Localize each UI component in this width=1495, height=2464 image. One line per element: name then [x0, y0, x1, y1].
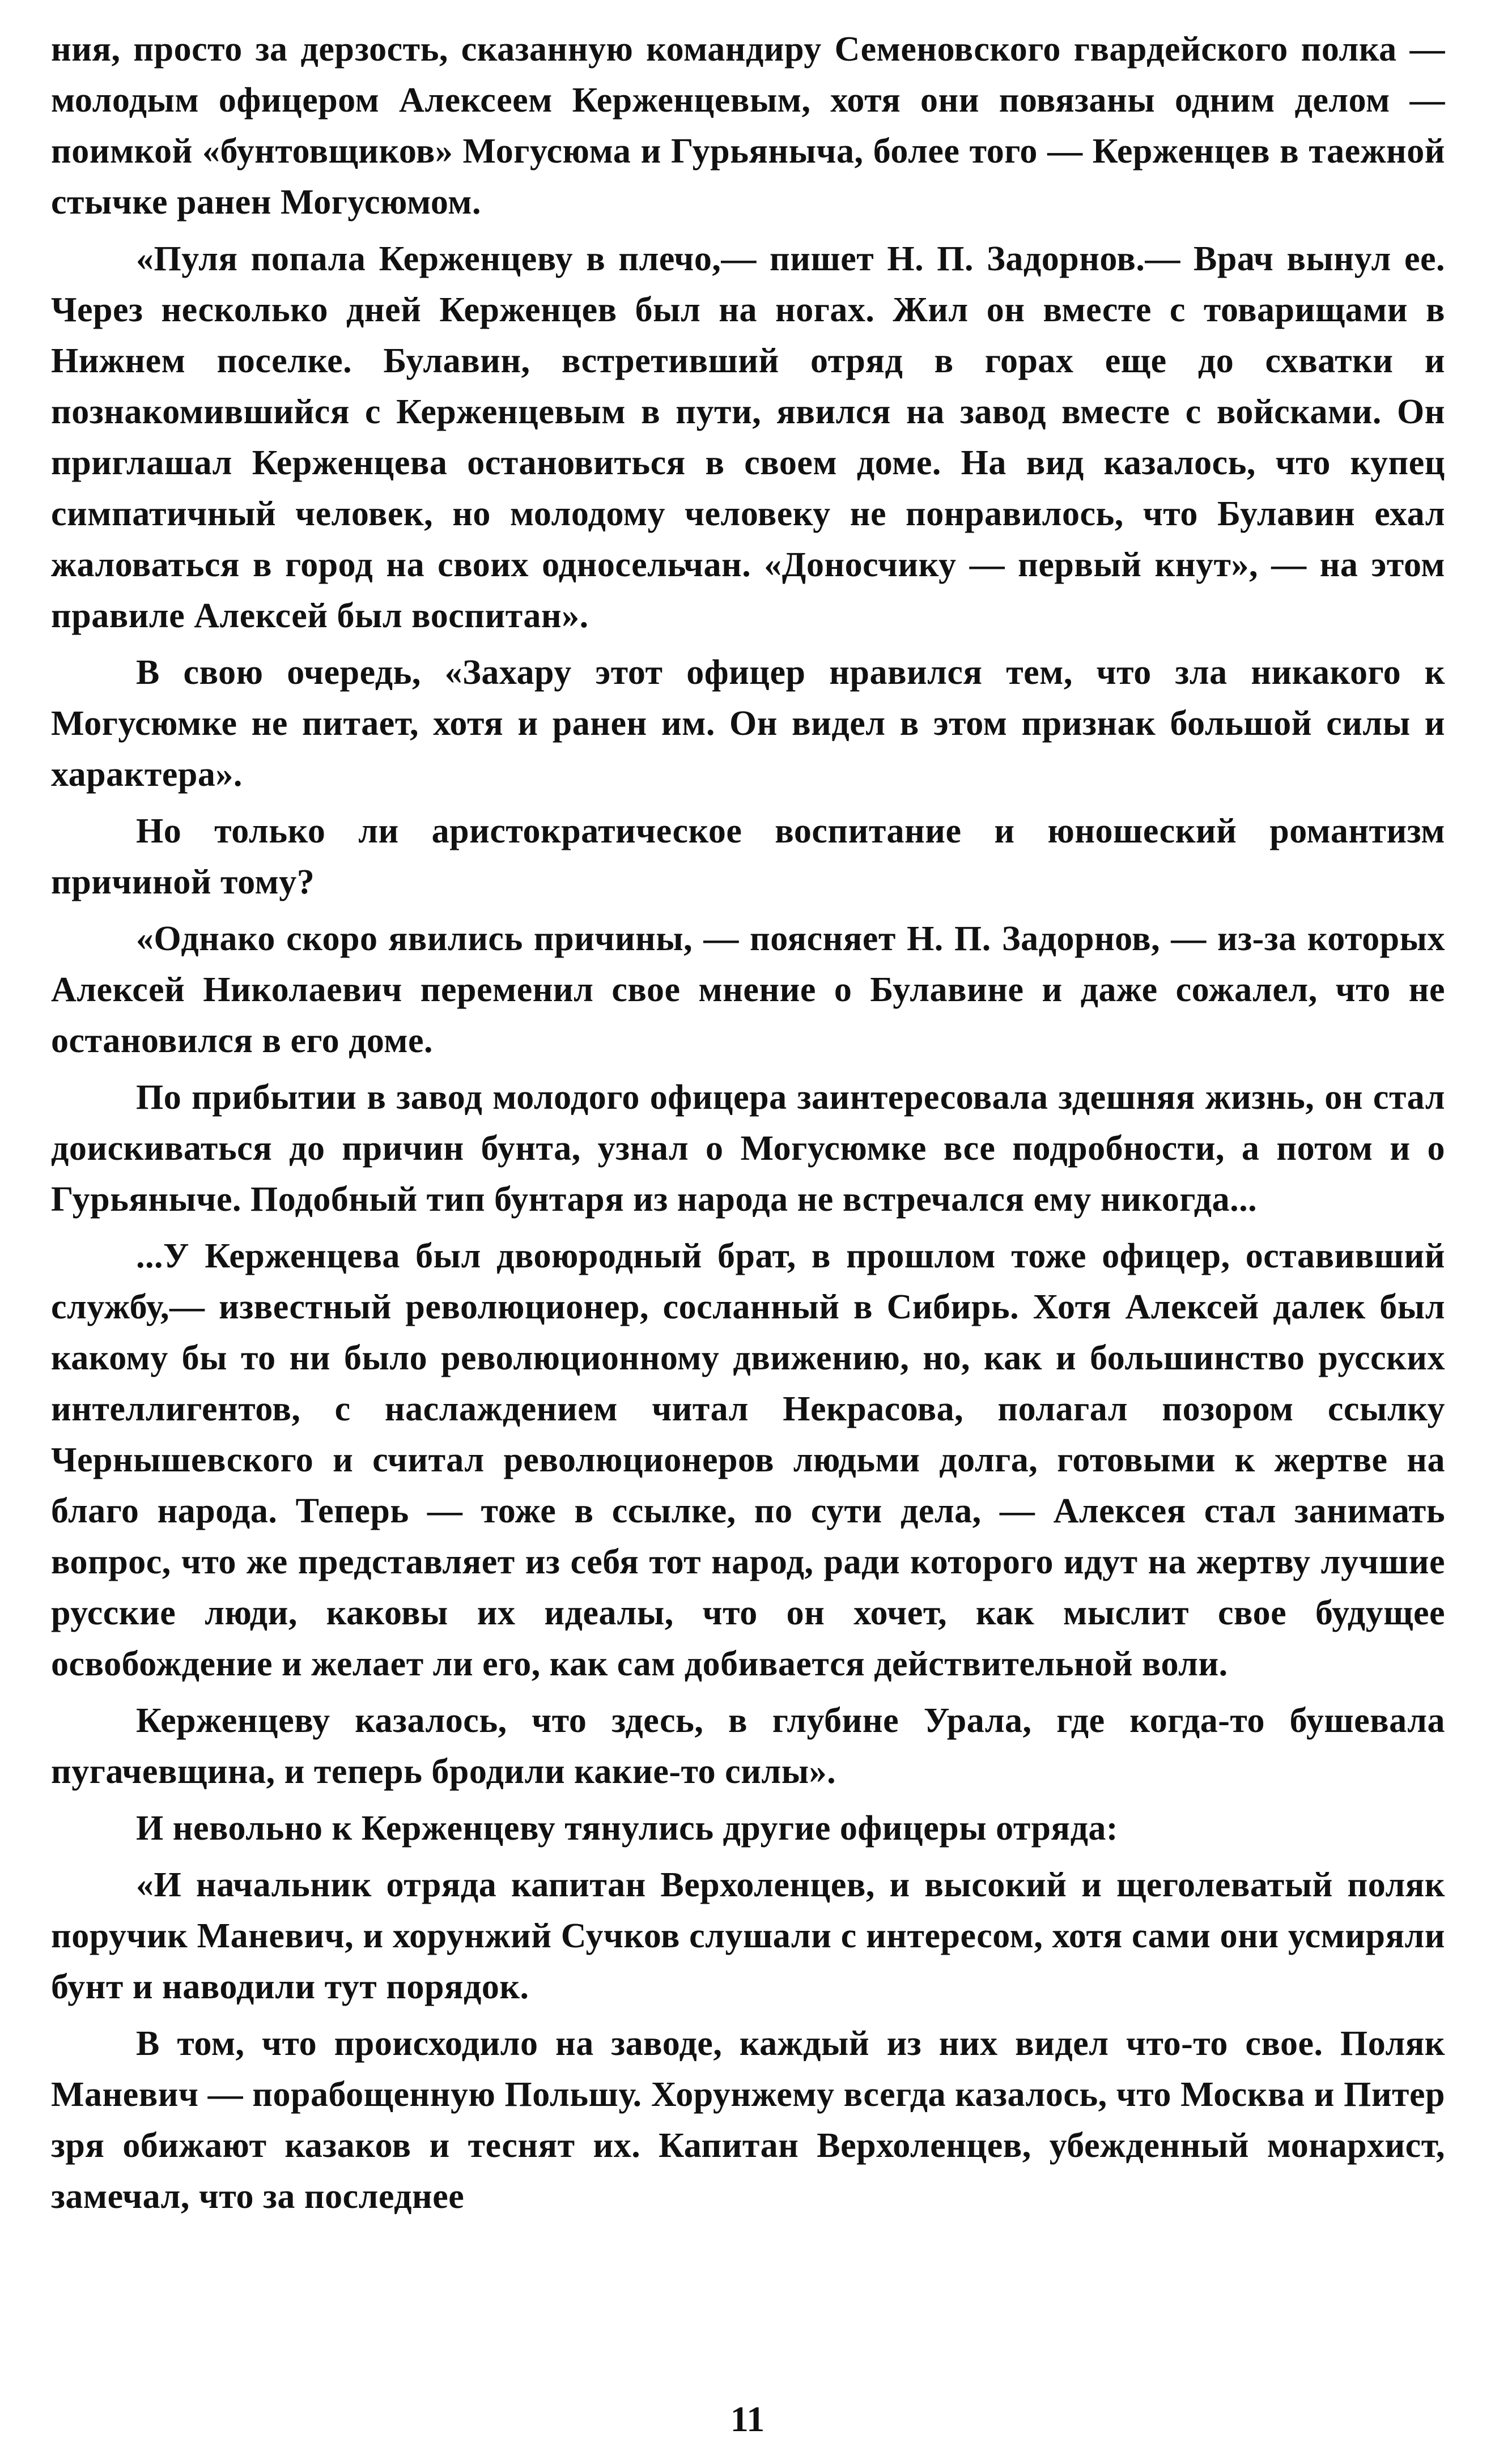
page-body [51, 24, 1445, 2381]
paragraph-7: ...У Керженцева был двоюродный брат, в прошлом тоже офицер, оставивший службу,— известный революционер, сосланный в Сибирь. Хотя Алексей далек был какому бы то ни было революционному движению, но, как и большинство русских интеллигентов, с наслаждением читал Некрасова, полагал позором ссылку Чернышевского и считал революционеров людьми долга, готовыми к жертве на благо народа. Теперь — тоже в ссылке, по сути дела, — Алексея стал занимать вопрос, что же представляет из себя тот народ, ради которого идут на жертву лучшие русские люди, каковы их идеалы, что он хочет, как мыслит свое будущее освобождение и желает ли его, как сам добивается действительной воли. [51, 1237, 1445, 1683]
paragraph-3: В свою очередь, «Захару этот офицер нравился тем, что зла никакого к Могусюмке не питает, хотя и ранен им. Он видел в этом признак большой силы и характера». [51, 653, 1445, 794]
paragraph-9: И невольно к Керженцеву тянулись другие офицеры отряда: [136, 1809, 1119, 1848]
paragraph-5: «Однако скоро явились причины, — поясняет Н. П. Задорнов, — из-за которых Алексей Николаевич переменил свое мнение о Булавине и даже сожалел, что не остановился в его доме. [51, 920, 1445, 1060]
paragraph-2: «Пуля попала Керженцеву в плечо,— пишет Н. П. Задорнов.— Врач вынул ее. Через несколько дней Керженцев был на ногах. Жил он вместе с товарищами в Нижнем поселке. Булавин, встретивший отряд в горах еще до схватки и познакомившийся с Керженцевым в пути, явился на завод вместе с войсками. Он приглашал Керженцева остановиться в своем доме. На вид казалось, что купец симпатичный человек, но молодому человеку не понравилось, что Булавин ехал жаловаться в город на своих односельчан. «Доносчику — первый кнут», — на этом правиле Алексей был воспитан». [51, 240, 1445, 635]
paragraph-8: Керженцеву казалось, что здесь, в глубине Урала, где когда-то бушевала пугачевщина, и теперь бродили какие-то силы». [51, 1701, 1445, 1791]
paragraph-10: «И начальник отряда капитан Верхоленцев, и высокий и щеголеватый поляк поручик Маневич, и хорунжий Сучков слушали с интересом, хотя сами они усмиряли бунт и наводили тут порядок. [51, 1866, 1445, 2006]
paragraph-11: В том, что происходило на заводе, каждый из них видел что-то свое. Поляк Маневич — порабощенную Польшу. Хорунжему всегда казалось, что Москва и Питер зря обижают казаков и теснят их. Капитан Верхоленцев, убежденный монархист, замечал, что за последнее [51, 2024, 1445, 2216]
page-number: 11 [730, 2399, 765, 2439]
paragraph-1: ния, просто за дерзость, сказанную командиру Семеновского гвардейского полка — молодым офицером Алексеем Керженцевым, хотя они повязаны одним делом — поимкой «бунтовщиков» Могусюма и Гурьяныча, более того — Керженцев в таежной стычке ранен Могусюмом. [51, 30, 1445, 222]
paragraph-6: По прибытии в завод молодого офицера заинтересовала здешняя жизнь, он стал доискиваться до причин бунта, узнал о Могусюмке все подробности, а потом и о Гурьяныче. Подобный тип бунтаря из народа не встречался ему никогда... [51, 1078, 1445, 1219]
paragraph-4: Но только ли аристократическое воспитание и юношеский романтизм причиной тому? [51, 812, 1445, 901]
